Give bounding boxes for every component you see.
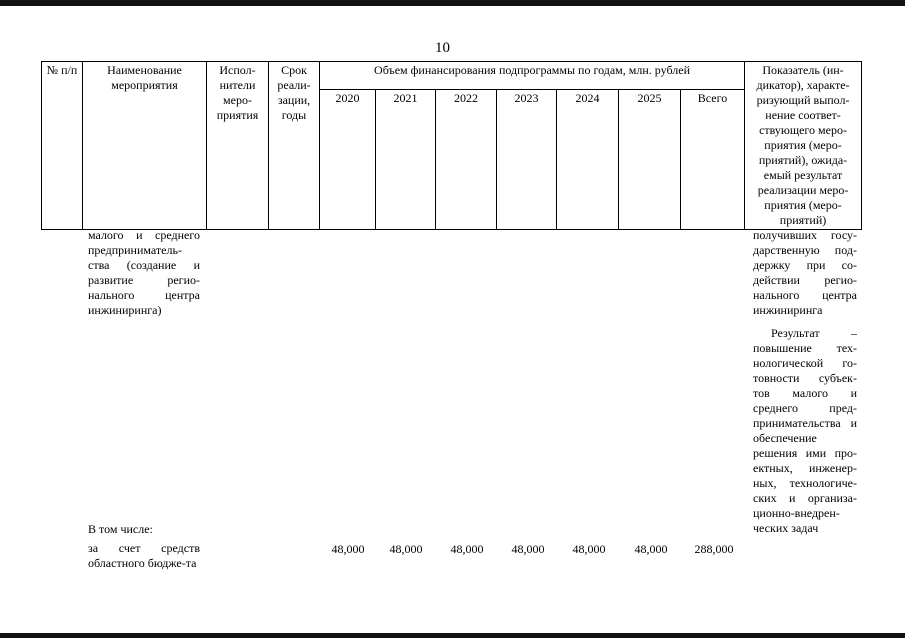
header-year: 2025	[619, 89, 681, 229]
header-col-indicator: Показатель (ин-дикатор), характе-ризующий выпол-нение соответ-ствующего меро-приятия (меро-приятий), ожида-емый результат реализации меро-приятия (меро-приятий)	[745, 62, 862, 230]
header-year: 2022	[436, 89, 497, 229]
bottom-rule	[0, 633, 905, 638]
header-year: 2024	[557, 89, 619, 229]
regional-budget-label: за счет средств областного бюдже-та	[88, 541, 200, 570]
value-2022: 48,000	[450, 542, 484, 556]
value-2024: 48,000	[572, 542, 606, 556]
header-col-number: № п/п	[42, 62, 83, 230]
header-year: 2020	[320, 89, 376, 229]
top-rule	[0, 0, 905, 6]
header-year-total: Всего	[681, 89, 745, 229]
header-col-name: Наименование мероприятия	[83, 62, 207, 230]
including-label: В том числе:	[88, 522, 153, 536]
event-name-continued: малого и среднего предприниматель-ства (создание и развитие регио-нального центра инжиниринга)	[88, 228, 200, 317]
value-2020: 48,000	[331, 542, 365, 556]
header-col-term: Срок реали-зации, годы	[269, 62, 320, 230]
header-year: 2021	[376, 89, 436, 229]
expected-result: Результат – повышение тех-нологической го-товности субъек-тов малого и среднего пред-принимательства и обеспечение решения ими про-ектных, инженер-ных, технологиче-ских и организа-ционно-внедрен-ческих задач	[753, 326, 857, 535]
page-number: 10	[435, 40, 450, 56]
value-2023: 48,000	[511, 542, 545, 556]
header-table	[41, 61, 862, 230]
indicator-continued: получивших госу-дарственную под-держку при со-действии регио-нального центра инжиниринга	[753, 228, 857, 317]
header-year: 2023	[497, 89, 557, 229]
header-col-funding: Объем финансирования подпрограммы по годам, млн. рублей	[320, 62, 745, 90]
value-2021: 48,000	[389, 542, 423, 556]
value-2025: 48,000	[634, 542, 668, 556]
value-total: 288,000	[694, 542, 734, 556]
header-col-executors: Испол-нители меро-приятия	[207, 62, 269, 230]
